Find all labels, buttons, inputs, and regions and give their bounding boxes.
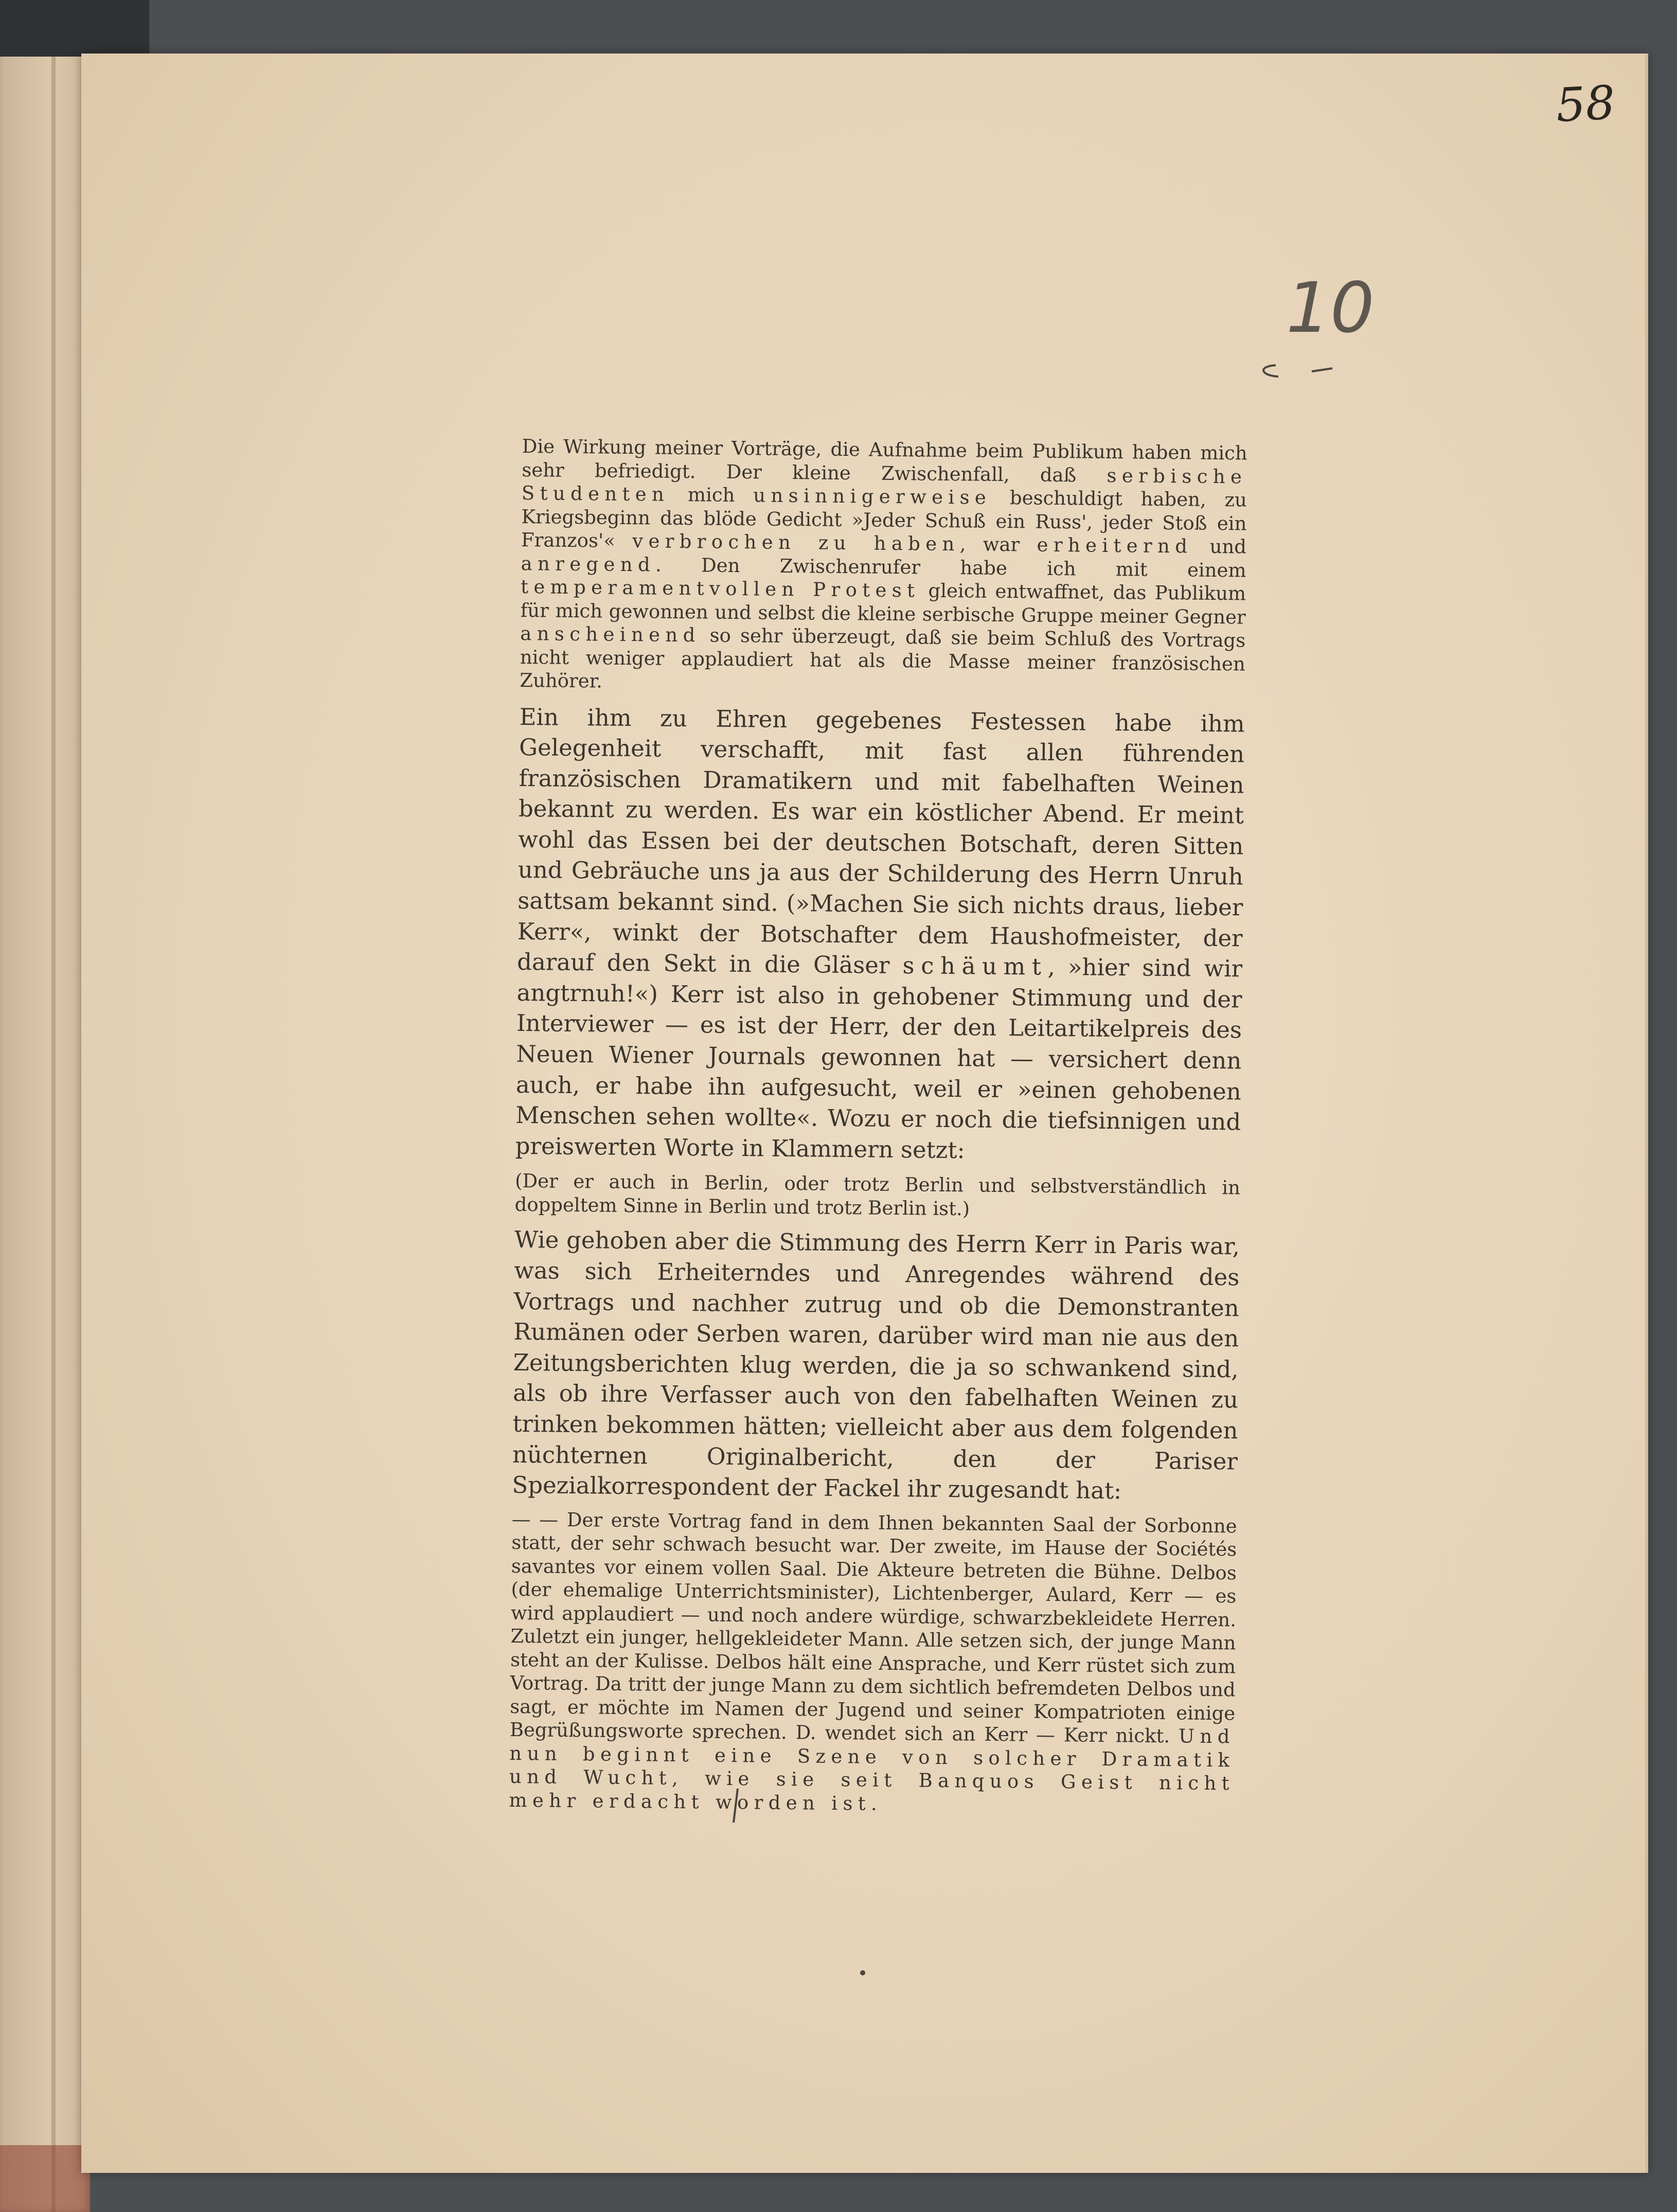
text-run: Die Wirkung meiner Vorträge, die Aufnahme beim Publikum haben mich sehr befriedigt. Der kleine Zwischenfall, daß bbox=[522, 435, 1247, 487]
text-run: und bbox=[1192, 535, 1247, 558]
text-run: , »hier sind wir angtrnuh!«) Kerr ist also in gehobener Stimmung und der Interviewer — es ist der Herr, der den Leitartikelpreis des Neuen Wiener Journals gewonnen hat — versichert denn auch, er habe ihn aufgesucht, weil er »einen gehobenen Menschen sehen wollte«. Wozu er noch die tiefsinnigen und preiswerten Worte in Klammern setzt: bbox=[515, 953, 1243, 1164]
text-run: mich bbox=[669, 483, 754, 507]
pencil-annotation: 10 bbox=[1286, 267, 1375, 348]
spaced-text-run: Und nun beginnt eine Szene von solcher Dramatik und Wucht, wie sie seit Banquos Geist nicht mehr erdacht worden ist. bbox=[509, 1725, 1235, 1815]
text-run: , war bbox=[959, 533, 1037, 556]
text-run: so sehr überzeugt, daß sie beim Schluß des Vortrags nicht weniger applaudiert hat als die Masse meiner französischen Zuhörer. bbox=[520, 624, 1246, 692]
paragraph-stimmung: Wie gehoben aber die Stimmung des Herrn Kerr in Paris war, was sich Erheiterndes und Anregendes während des Vortrags und nachher zutrug und ob die Demonstranten Rumänen oder Serben waren, darüber wird man nie aus den Zeitungsberichten klug werden, die ja so schwankend sind, als ob ihre Verfasser auch von den fabelhaften Weinen zu trinken bekommen hätten; vielleicht aber aus dem folgenden nüchternen Originalbericht, den der Pariser Spezialkorrespondent der Fackel ihr zugesandt hat: bbox=[512, 1226, 1240, 1505]
spaced-text-run: erheiternd bbox=[1037, 533, 1193, 558]
text-run: Ein ihm zu Ehren gegebenes Festessen habe ihm Gelegenheit verschafft, mit fast allen führenden französischen Dramatikern und mit fabelhaften Weinen bekannt zu werden. Es war ein köstlicher Abend. Er meint wohl das Essen bei der deutschen Botschaft, deren Sitten und Gebräuche uns ja aus der Schilderung des Herrn Unruh sattsam bekannt sind. (»Machen Sie sich nichts draus, lieber Kerr«, winkt der Botschafter dem Haushofmeister, der darauf den Sekt in die Gläser bbox=[516, 703, 1245, 979]
spaced-text-run: verbrochen zu haben bbox=[632, 530, 960, 556]
facing-page-fold bbox=[51, 0, 56, 2212]
spaced-text-run: temperamentvollen Protest bbox=[520, 575, 920, 602]
text-run: beschuldigt haben, zu Kriegsbeginn das blöde Gedicht »Jeder Schuß ein Russ', jeder Stoß ein Franzos'« bbox=[521, 486, 1247, 552]
text-run: — — Der erste Vortrag fand in dem Ihnen bekannten Saal der Sorbonne statt, der sehr schwach besucht war. Der zweite, im Hause der Sociétés savantes vor einem vollen Saal. Die Akteure betreten die Bühne. Delbos (der ehemalige Unterrichtsminister), Lichtenberger, Aulard, Kerr — es wird applaudiert — und noch andere würdige, schwarzbekleidete Herren. Zuletzt ein junger, hellgekleideter Mann. Alle setzen sich, der junge Mann steht an der Kulisse. Delbos hält eine Ansprache, und Kerr rüstet sich zum Vortrag. Da tritt der junge Mann zu dem sichtlich befremdeten Delbos und sagt, er möchte im Namen der Jugend und seiner Kompatrioten einige Begrüßungsworte sprechen. D. wendet sich an Kerr — Kerr nickt. bbox=[509, 1508, 1237, 1747]
text-run: . Den Zwischenrufer habe ich mit einem bbox=[655, 553, 1246, 582]
paragraph-festessen bbox=[515, 701, 1245, 1168]
background-top-left bbox=[0, 0, 149, 57]
spaced-text-run: serbische Studenten bbox=[521, 464, 1247, 506]
pencil-stroke bbox=[730, 1788, 741, 1824]
ink-dot bbox=[860, 1970, 865, 1975]
spaced-text-run: anregend bbox=[521, 552, 656, 576]
spaced-text-run: schäumt bbox=[902, 952, 1048, 981]
pencil-squiggle-mark bbox=[1255, 360, 1337, 381]
text-run: gleich entwaffnet, das Publikum für mich gewonnen und selbst die kleine serbische Gruppe meiner Gegner bbox=[520, 579, 1246, 629]
facing-page-edge bbox=[0, 0, 90, 2212]
binding-stain bbox=[0, 2145, 90, 2212]
spaced-text-run: anscheinend bbox=[520, 622, 701, 647]
paragraph-correspondent-report bbox=[509, 1508, 1237, 1819]
paragraph-quote-interview bbox=[520, 435, 1247, 699]
paragraph-parenthetical-quote: (Der er auch in Berlin, oder trotz Berlin und selbstverständlich in doppeltem Sinne in Berlin und trotz Berlin ist.) bbox=[514, 1170, 1241, 1220]
article-text bbox=[509, 435, 1247, 1819]
spaced-text-run: unsinnigerweise bbox=[753, 484, 992, 509]
folio-number: 58 bbox=[1555, 76, 1617, 133]
